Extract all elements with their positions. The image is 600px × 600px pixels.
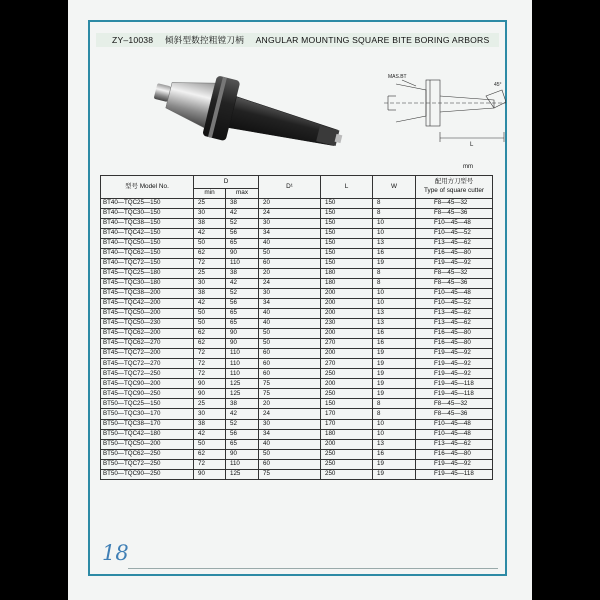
table-cell: 90 [194,389,226,399]
table-cell: 30 [259,288,321,298]
table-cell: 200 [321,349,373,359]
table-cell: 75 [259,389,321,399]
table-cell: 200 [321,379,373,389]
table-cell: BT50—TQC30—170 [101,409,194,419]
table-cell: 90 [226,339,259,349]
table-cell: 8 [373,399,416,409]
table-cell: BT50—TQC62—250 [101,449,194,459]
table-cell: 200 [321,298,373,308]
table-cell: BT40—TQC38—150 [101,218,194,228]
table-row [101,218,493,228]
table-cell: 8 [373,208,416,218]
table-cell: 16 [373,329,416,339]
table-cell: 60 [259,359,321,369]
table-cell: 150 [321,218,373,228]
table-cell: 200 [321,329,373,339]
table-cell: 150 [321,248,373,258]
table-cell: F10—45—48 [416,419,493,429]
footer-rule [128,568,498,569]
table-cell: 19 [373,389,416,399]
table-cell: 10 [373,419,416,429]
table-cell: BT40—TQC42—150 [101,228,194,238]
table-cell: 56 [226,228,259,238]
table-cell: 50 [259,339,321,349]
table-row [101,399,493,409]
table-cell: F8—45—32 [416,268,493,278]
table-cell: 10 [373,218,416,228]
table-row [101,439,493,449]
table-row [101,198,493,208]
table-cell: 170 [321,419,373,429]
table-cell: 250 [321,469,373,479]
table-cell: F10—45—52 [416,298,493,308]
table-cell: F8—45—32 [416,198,493,208]
table-cell: 62 [194,339,226,349]
table-cell: 25 [194,268,226,278]
table-cell: 50 [259,449,321,459]
table-cell: F19—45—118 [416,469,493,479]
table-row [101,469,493,479]
table-cell: 13 [373,238,416,248]
table-cell: F19—45—92 [416,359,493,369]
table-cell: 34 [259,228,321,238]
table-cell: 110 [226,349,259,359]
title-chinese: 倾斜型数控粗镗刀柄 [164,35,245,45]
table-cell: 90 [226,449,259,459]
table-cell: 38 [226,198,259,208]
table-cell: 65 [226,238,259,248]
table-cell: 24 [259,409,321,419]
table-cell: 20 [259,399,321,409]
table-cell: BT45—TQC50—230 [101,319,194,329]
table-row [101,339,493,349]
table-cell: 110 [226,459,259,469]
table-row [101,359,493,369]
table-cell: 30 [194,208,226,218]
table-cell: 42 [194,429,226,439]
table-row [101,369,493,379]
table-cell: 24 [259,278,321,288]
table-cell: BT50—TQC50—200 [101,439,194,449]
table-cell: 42 [226,409,259,419]
table-cell: 38 [194,218,226,228]
table-cell: 34 [259,429,321,439]
table-cell: 60 [259,369,321,379]
table-cell: 19 [373,359,416,369]
table-cell: F10—45—48 [416,288,493,298]
table-cell: 200 [321,309,373,319]
table-cell: 125 [226,389,259,399]
col-cutter-cn: 配用方刀型号 [434,178,474,186]
table-cell: BT50—TQC25—150 [101,399,194,409]
table-row [101,309,493,319]
col-d-max: max [226,189,259,199]
table-row [101,459,493,469]
table-cell: 19 [373,258,416,268]
table-cell: 42 [226,278,259,288]
table-cell: BT45—TQC38—200 [101,288,194,298]
table-cell: 180 [321,278,373,288]
table-cell: F13—45—62 [416,319,493,329]
spec-table [100,175,493,480]
table-cell: BT45—TQC62—270 [101,339,194,349]
table-cell: F19—45—92 [416,459,493,469]
table-cell: 50 [194,238,226,248]
table-cell: 200 [321,439,373,449]
table-cell: 40 [259,439,321,449]
col-w: W [373,176,416,199]
table-cell: 56 [226,429,259,439]
table-cell: 38 [226,399,259,409]
product-code: ZY–10038 [112,35,154,45]
table-cell: 30 [259,419,321,429]
table-cell: BT50—TQC72—250 [101,459,194,469]
table-cell: 125 [226,469,259,479]
table-cell: F19—45—92 [416,258,493,268]
table-cell: 150 [321,258,373,268]
table-cell: BT45—TQC72—270 [101,359,194,369]
table-cell: F8—45—32 [416,399,493,409]
table-cell: 60 [259,258,321,268]
table-row [101,278,493,288]
table-cell: 180 [321,268,373,278]
table-cell: F13—45—62 [416,238,493,248]
table-cell: BT40—TQC50—150 [101,238,194,248]
table-cell: 38 [194,419,226,429]
table-cell: 72 [194,359,226,369]
table-cell: F19—45—118 [416,379,493,389]
col-d: D [194,176,259,189]
catalog-page [68,0,532,600]
table-cell: 250 [321,449,373,459]
table-cell: F19—45—118 [416,389,493,399]
table-cell: 250 [321,459,373,469]
table-cell: F10—45—48 [416,429,493,439]
table-cell: 65 [226,439,259,449]
drawing-label-mas: MAS.BT [388,74,407,80]
table-cell: 25 [194,399,226,409]
table-cell: 52 [226,419,259,429]
table-cell: 230 [321,319,373,329]
table-cell: 30 [194,278,226,288]
table-cell: 65 [226,309,259,319]
table-cell: BT40—TQC72—150 [101,258,194,268]
col-l: L [321,176,373,199]
table-cell: 90 [194,469,226,479]
table-row [101,298,493,308]
table-cell: 180 [321,429,373,439]
page-number: 18 [102,541,129,565]
table-cell: 8 [373,278,416,288]
table-cell: 110 [226,369,259,379]
table-cell: 40 [259,238,321,248]
table-cell: 52 [226,218,259,228]
table-cell: 50 [259,329,321,339]
table-row [101,319,493,329]
table-cell: 60 [259,459,321,469]
table-row [101,238,493,248]
table-row [101,449,493,459]
table-cell: 62 [194,329,226,339]
table-cell: 30 [194,409,226,419]
table-cell: 10 [373,429,416,439]
table-cell: F19—45—92 [416,369,493,379]
table-cell: 13 [373,439,416,449]
table-row [101,349,493,359]
table-cell: 19 [373,369,416,379]
table-cell: F16—45—80 [416,329,493,339]
table-cell: 75 [259,469,321,479]
table-cell: 38 [194,288,226,298]
table-cell: 72 [194,349,226,359]
table-cell: F8—45—36 [416,409,493,419]
table-cell: 34 [259,298,321,308]
table-cell: BT50—TQC38—170 [101,419,194,429]
table-row [101,248,493,258]
table-cell: 10 [373,228,416,238]
table-cell: 50 [259,248,321,258]
table-row [101,329,493,339]
table-cell: BT40—TQC25—150 [101,198,194,208]
table-row [101,429,493,439]
table-cell: BT45—TQC72—200 [101,349,194,359]
table-cell: 50 [194,309,226,319]
col-cutter [416,176,493,199]
table-cell: 13 [373,319,416,329]
table-cell: 150 [321,198,373,208]
table-cell: 62 [194,248,226,258]
table-cell: F10—45—52 [416,228,493,238]
table-cell: BT50—TQC90—250 [101,469,194,479]
table-cell: 270 [321,339,373,349]
table-cell: BT45—TQC30—180 [101,278,194,288]
col-cutter-en: Type of square cutter [423,186,485,194]
table-cell: BT45—TQC50—200 [101,309,194,319]
table-cell: 60 [259,349,321,359]
table-cell: F16—45—80 [416,248,493,258]
table-body [101,198,493,479]
table-cell: 42 [194,228,226,238]
table-cell: F10—45—48 [416,218,493,228]
table-row [101,389,493,399]
table-cell: BT45—TQC62—200 [101,329,194,339]
table-cell: F13—45—62 [416,439,493,449]
product-photo [138,62,358,172]
table-cell: 10 [373,298,416,308]
table-cell: BT40—TQC30—150 [101,208,194,218]
table-row [101,228,493,238]
table-cell: 38 [226,268,259,278]
table-cell: 150 [321,238,373,248]
col-d-min: min [194,189,226,199]
table-row [101,409,493,419]
unit-label: mm [463,164,473,170]
col-model: 型号 Model No. [101,176,194,199]
table-cell: 42 [226,208,259,218]
table-cell: F19—45—92 [416,349,493,359]
table-cell: 19 [373,459,416,469]
drawing-label-angle: 45° [494,82,502,88]
table-cell: 13 [373,309,416,319]
table-cell: 75 [259,379,321,389]
table-cell: 16 [373,339,416,349]
table-cell: 170 [321,409,373,419]
table-cell: 125 [226,379,259,389]
table-cell: F16—45—80 [416,339,493,349]
table-cell: 62 [194,449,226,459]
table-cell: F16—45—80 [416,449,493,459]
table-cell: F13—45—62 [416,309,493,319]
table-cell: 20 [259,268,321,278]
table-cell: 150 [321,208,373,218]
table-row [101,379,493,389]
table-cell: F8—45—36 [416,208,493,218]
table-row [101,258,493,268]
table-header-row [101,176,493,189]
table-cell: 72 [194,369,226,379]
table-cell: F8—45—36 [416,278,493,288]
table-cell: 72 [194,258,226,268]
table-cell: 25 [194,198,226,208]
table-cell: 50 [194,439,226,449]
table-cell: BT40—TQC62—150 [101,248,194,258]
table-row [101,288,493,298]
technical-drawing [326,68,506,178]
table-cell: 110 [226,359,259,369]
table-cell: 150 [321,399,373,409]
table-cell: 56 [226,298,259,308]
table-cell: BT50—TQC42—180 [101,429,194,439]
title-english: ANGULAR MOUNTING SQUARE BITE BORING ARBORS [255,35,490,45]
table-cell: 200 [321,288,373,298]
table-row [101,419,493,429]
table-cell: 42 [194,298,226,308]
table-cell: 65 [226,319,259,329]
table-cell: 90 [226,248,259,258]
table-cell: 40 [259,319,321,329]
table-cell: 30 [259,218,321,228]
table-cell: 250 [321,369,373,379]
page-header [112,33,498,47]
table-cell: 52 [226,288,259,298]
table-cell: 250 [321,389,373,399]
drawing-label-length: L [470,142,474,148]
table-row [101,268,493,278]
col-d1: D¹ [259,176,321,199]
table-cell: 20 [259,198,321,208]
table-cell: 270 [321,359,373,369]
table-cell: 10 [373,288,416,298]
table-cell: 19 [373,349,416,359]
table-cell: BT45—TQC90—250 [101,389,194,399]
table-cell: 110 [226,258,259,268]
table-cell: 90 [226,329,259,339]
table-cell: 24 [259,208,321,218]
table-cell: 72 [194,459,226,469]
table-cell: 16 [373,449,416,459]
table-cell: 8 [373,268,416,278]
table-cell: 8 [373,409,416,419]
table-cell: 150 [321,228,373,238]
table-cell: BT45—TQC72—250 [101,369,194,379]
table-cell: BT45—TQC42—200 [101,298,194,308]
table-cell: 19 [373,379,416,389]
table-cell: 19 [373,469,416,479]
table-cell: 16 [373,248,416,258]
table-cell: 40 [259,309,321,319]
table-cell: BT45—TQC25—180 [101,268,194,278]
table-cell: 50 [194,319,226,329]
table-cell: 8 [373,198,416,208]
table-cell: BT45—TQC90—200 [101,379,194,389]
table-cell: 90 [194,379,226,389]
table-row [101,208,493,218]
